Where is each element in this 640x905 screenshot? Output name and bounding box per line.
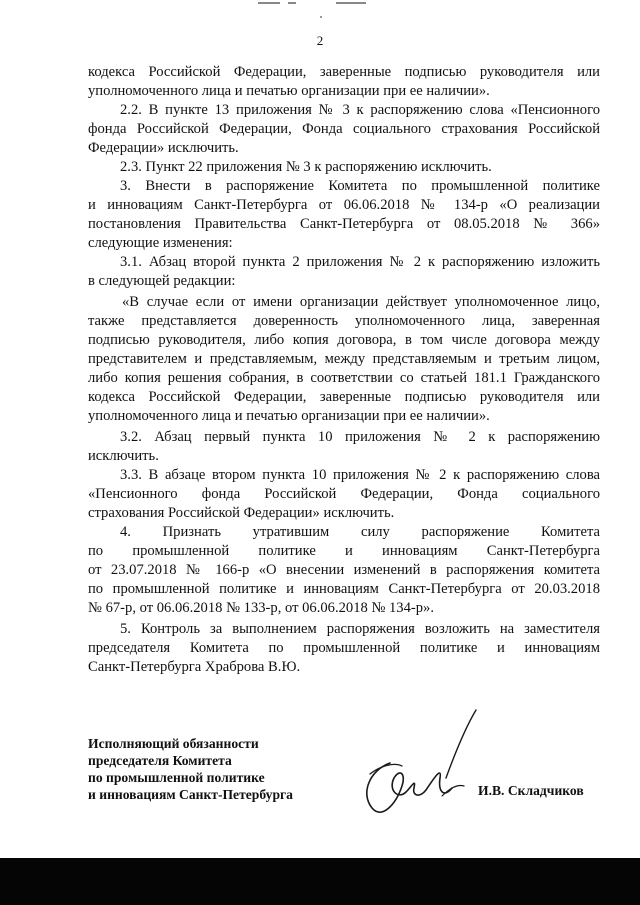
body-line: 4. Признать утратившим силу распоряжение Комитета — [120, 524, 600, 540]
body-line: кодекса Российской Федерации, заверенные подписью руководителя или — [88, 64, 600, 80]
body-line: 5. Контроль за выполнением распоряжения возложить на заместителя — [120, 621, 600, 637]
body-line: следующие изменения: — [88, 235, 233, 251]
quoted-line: подписью руководителя, либо копия договора, в том числе договора между — [88, 332, 600, 348]
quoted-line: кодекса Российской Федерации, заверенные подписью руководителя или — [88, 389, 600, 405]
scan-artifact — [320, 16, 322, 18]
scan-artifact — [258, 0, 378, 6]
body-line: 2.2. В пункте 13 приложения № 3 к распоряжению слова «Пенсионного — [120, 102, 600, 118]
scan-bottom-border — [0, 858, 640, 905]
signatory-title-line: по промышленной политике — [88, 770, 265, 785]
body-line: «Пенсионного фонда Российской Федерации, Фонда социального — [88, 486, 600, 502]
body-line: 3. Внести в распоряжение Комитета по промышленной политике — [120, 178, 600, 194]
body-line: 3.1. Абзац второй пункта 2 приложения № 2 к распоряжению изложить — [120, 254, 600, 270]
body-line: уполномоченного лица и печатью организации при ее наличии». — [88, 83, 490, 99]
body-line: постановления Правительства Санкт-Петербурга от 08.05.2018 № 366» — [88, 216, 600, 232]
signatory-name: И.В. Складчиков — [478, 783, 584, 798]
body-line: от 23.07.2018 № 166-р «О внесении изменений в распоряжения комитета — [88, 562, 600, 578]
handwritten-signature — [350, 708, 490, 828]
body-line: председателя Комитета по промышленной политике и инновациям — [88, 640, 600, 656]
body-line: Санкт-Петербурга Храброва В.Ю. — [88, 659, 301, 675]
body-line: страхования Российской Федерации» исключить. — [88, 505, 395, 521]
signatory-title-line: Исполняющий обязанности — [88, 736, 259, 751]
body-line: и инновациям Санкт-Петербурга от 06.06.2018 № 134-р «О реализации — [88, 197, 600, 213]
quoted-line: также представляется доверенность уполномоченного лица, заверенная — [88, 313, 600, 329]
quoted-line: представителем и представляемым, между представляемым и третьим лицом, — [88, 351, 600, 367]
body-line: 3.3. В абзаце втором пункта 10 приложения № 2 к распоряжению слова — [120, 467, 600, 483]
body-line: № 67-р, от 06.06.2018 № 133-р, от 06.06.2018 № 134-р». — [88, 600, 435, 616]
quoted-line: либо копия решения собрания, в соответствии со статьей 181.1 Гражданского — [88, 370, 600, 386]
body-line: по промышленной политике и инновациям Санкт-Петербурга от 20.03.2018 — [88, 581, 600, 597]
signatory-title-line: председателя Комитета — [88, 753, 232, 768]
signatory-title-line: и инновациям Санкт-Петербурга — [88, 787, 293, 802]
body-line: фонда Российской Федерации, Фонда социального страхования Российской — [88, 121, 600, 137]
body-line: в следующей редакции: — [88, 273, 236, 289]
quoted-line: уполномоченного лица и печатью организации при ее наличии». — [88, 408, 490, 424]
page-number: 2 — [316, 33, 324, 48]
quoted-line: «В случае если от имени организации действует уполномоченное лицо, — [122, 294, 600, 310]
body-line: по промышленной политике и инновациям Санкт-Петербурга — [88, 543, 600, 559]
body-line: 2.3. Пункт 22 приложения № 3 к распоряжению исключить. — [120, 159, 492, 175]
body-line: Федерации» исключить. — [88, 140, 239, 156]
body-line: 3.2. Абзац первый пункта 10 приложения № 2 к распоряжению — [120, 429, 600, 445]
body-line: исключить. — [88, 448, 159, 464]
